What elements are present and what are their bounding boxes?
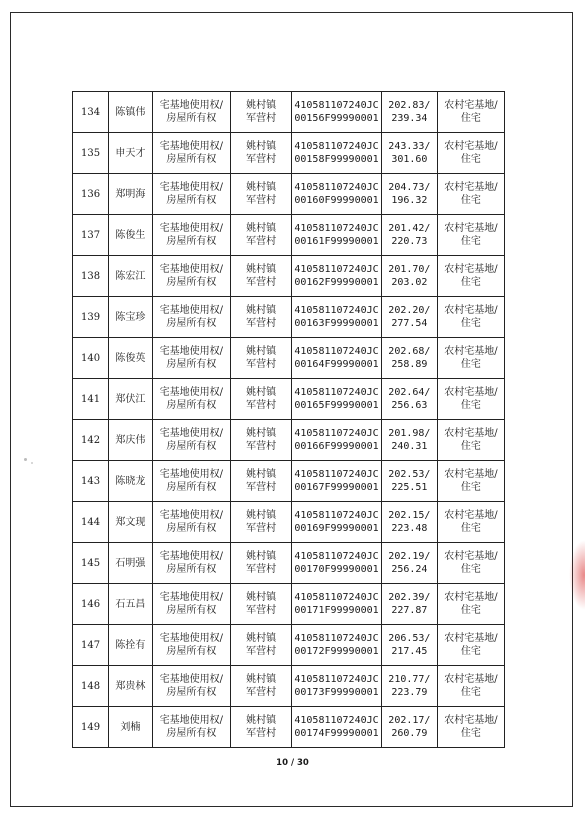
land-use-cell: [437, 707, 504, 748]
land-use-line: 农村宅基地/: [444, 633, 498, 644]
right-type-line: 房屋所有权: [166, 728, 217, 739]
land-use-line: 住宅: [460, 605, 481, 616]
registration-table: [72, 91, 505, 748]
parcel-code-line: 00164F99990001: [294, 359, 379, 370]
row-index-cell: 140: [73, 338, 109, 379]
right-type-line: 房屋所有权: [166, 523, 217, 534]
row-index-cell: 141: [73, 379, 109, 420]
right-type-line: 宅基地使用权/: [159, 100, 224, 111]
right-type-cell: [152, 461, 231, 502]
area-line: 201.70/: [388, 264, 431, 275]
right-type-line: 宅基地使用权/: [159, 633, 224, 644]
parcel-code-line: 00165F99990001: [294, 400, 379, 411]
row-index-cell: 135: [73, 133, 109, 174]
parcel-code-cell: [292, 625, 382, 666]
area-cell: [381, 338, 437, 379]
parcel-code-line: 410581107240JC: [294, 510, 379, 521]
land-use-line: 住宅: [460, 195, 481, 206]
location-line: 姚村镇: [246, 141, 277, 152]
parcel-code-line: 410581107240JC: [294, 182, 379, 193]
parcel-code-cell: [292, 584, 382, 625]
area-line: 201.98/: [388, 428, 431, 439]
location-line: 姚村镇: [246, 182, 277, 193]
right-type-line: 宅基地使用权/: [159, 141, 224, 152]
area-cell: [381, 420, 437, 461]
owner-name-cell: 郑文现: [109, 502, 152, 543]
parcel-code-cell: [292, 338, 382, 379]
land-use-line: 农村宅基地/: [444, 387, 498, 398]
parcel-code-line: 410581107240JC: [294, 428, 379, 439]
right-type-line: 宅基地使用权/: [159, 674, 224, 685]
area-line: 223.48: [391, 523, 428, 534]
location-line: 姚村镇: [246, 510, 277, 521]
location-cell: [231, 625, 292, 666]
right-type-cell: [152, 502, 231, 543]
location-line: 军营村: [246, 523, 277, 534]
area-cell: [381, 174, 437, 215]
land-use-line: 农村宅基地/: [444, 674, 498, 685]
land-use-cell: [437, 666, 504, 707]
right-type-line: 房屋所有权: [166, 236, 217, 247]
parcel-code-cell: [292, 461, 382, 502]
parcel-code-line: 410581107240JC: [294, 223, 379, 234]
table-row: [73, 92, 505, 133]
location-line: 军营村: [246, 318, 277, 329]
table-row: [73, 297, 505, 338]
location-line: 姚村镇: [246, 346, 277, 357]
area-line: 204.73/: [388, 182, 431, 193]
location-line: 军营村: [246, 728, 277, 739]
right-type-line: 房屋所有权: [166, 277, 217, 288]
right-type-line: 宅基地使用权/: [159, 428, 224, 439]
right-type-line: 房屋所有权: [166, 154, 217, 165]
owner-name-cell: 刘楠: [109, 707, 152, 748]
right-type-line: 房屋所有权: [166, 318, 217, 329]
right-type-cell: [152, 256, 231, 297]
area-line: 243.33/: [388, 141, 431, 152]
area-cell: [381, 92, 437, 133]
row-index-cell: 148: [73, 666, 109, 707]
table-row: [73, 256, 505, 297]
parcel-code-line: 00166F99990001: [294, 441, 379, 452]
location-line: 军营村: [246, 154, 277, 165]
land-use-line: 住宅: [460, 400, 481, 411]
parcel-code-line: 00160F99990001: [294, 195, 379, 206]
land-use-line: 住宅: [460, 154, 481, 165]
area-line: 202.83/: [388, 100, 431, 111]
location-line: 姚村镇: [246, 592, 277, 603]
land-use-line: 住宅: [460, 441, 481, 452]
location-line: 军营村: [246, 195, 277, 206]
area-line: 223.79: [391, 687, 428, 698]
parcel-code-line: 410581107240JC: [294, 633, 379, 644]
right-type-line: 宅基地使用权/: [159, 715, 224, 726]
land-use-line: 农村宅基地/: [444, 100, 498, 111]
land-use-line: 住宅: [460, 564, 481, 575]
parcel-code-line: 00161F99990001: [294, 236, 379, 247]
row-index-cell: 144: [73, 502, 109, 543]
area-line: 256.24: [391, 564, 428, 575]
location-cell: [231, 543, 292, 584]
scan-speck: [24, 458, 27, 461]
area-line: 203.02: [391, 277, 428, 288]
area-line: 277.54: [391, 318, 428, 329]
location-line: 军营村: [246, 400, 277, 411]
area-line: 196.32: [391, 195, 428, 206]
location-line: 姚村镇: [246, 551, 277, 562]
location-line: 姚村镇: [246, 100, 277, 111]
area-line: 201.42/: [388, 223, 431, 234]
parcel-code-line: 410581107240JC: [294, 346, 379, 357]
parcel-code-line: 410581107240JC: [294, 387, 379, 398]
row-index-cell: 143: [73, 461, 109, 502]
location-cell: [231, 338, 292, 379]
right-type-cell: [152, 338, 231, 379]
location-line: 军营村: [246, 113, 277, 124]
table-row: [73, 379, 505, 420]
location-line: 姚村镇: [246, 387, 277, 398]
parcel-code-line: 410581107240JC: [294, 469, 379, 480]
row-index-cell: 138: [73, 256, 109, 297]
parcel-code-cell: [292, 502, 382, 543]
location-line: 姚村镇: [246, 428, 277, 439]
right-type-cell: [152, 174, 231, 215]
land-use-cell: [437, 584, 504, 625]
location-line: 姚村镇: [246, 223, 277, 234]
right-type-line: 房屋所有权: [166, 195, 217, 206]
right-type-cell: [152, 133, 231, 174]
parcel-code-cell: [292, 297, 382, 338]
area-cell: [381, 133, 437, 174]
land-use-line: 住宅: [460, 687, 481, 698]
area-line: 260.79: [391, 728, 428, 739]
owner-name-cell: 郑庆伟: [109, 420, 152, 461]
row-index-cell: 147: [73, 625, 109, 666]
area-cell: [381, 625, 437, 666]
row-index-cell: 136: [73, 174, 109, 215]
location-line: 军营村: [246, 441, 277, 452]
land-use-line: 住宅: [460, 728, 481, 739]
land-use-cell: [437, 420, 504, 461]
area-cell: [381, 502, 437, 543]
parcel-code-line: 00158F99990001: [294, 154, 379, 165]
area-line: 239.34: [391, 113, 428, 124]
parcel-code-line: 00167F99990001: [294, 482, 379, 493]
location-cell: [231, 461, 292, 502]
parcel-code-line: 410581107240JC: [294, 674, 379, 685]
parcel-code-line: 410581107240JC: [294, 141, 379, 152]
owner-name-cell: 陈俊英: [109, 338, 152, 379]
area-line: 202.19/: [388, 551, 431, 562]
area-line: 202.15/: [388, 510, 431, 521]
parcel-code-line: 00172F99990001: [294, 646, 379, 657]
parcel-code-cell: [292, 666, 382, 707]
parcel-code-line: 410581107240JC: [294, 100, 379, 111]
table-row: [73, 707, 505, 748]
row-index-cell: 134: [73, 92, 109, 133]
parcel-code-cell: [292, 92, 382, 133]
parcel-code-cell: [292, 420, 382, 461]
location-line: 军营村: [246, 482, 277, 493]
area-line: 217.45: [391, 646, 428, 657]
right-type-cell: [152, 625, 231, 666]
area-line: 202.20/: [388, 305, 431, 316]
location-line: 姚村镇: [246, 469, 277, 480]
parcel-code-line: 00173F99990001: [294, 687, 379, 698]
row-index-cell: 137: [73, 215, 109, 256]
location-cell: [231, 666, 292, 707]
owner-name-cell: 陈晓龙: [109, 461, 152, 502]
location-cell: [231, 379, 292, 420]
right-type-line: 宅基地使用权/: [159, 551, 224, 562]
row-index-cell: 142: [73, 420, 109, 461]
parcel-code-cell: [292, 215, 382, 256]
right-type-line: 房屋所有权: [166, 400, 217, 411]
row-index-cell: 139: [73, 297, 109, 338]
scan-speck: [31, 462, 33, 464]
location-line: 军营村: [246, 605, 277, 616]
table-row: [73, 420, 505, 461]
land-use-line: 农村宅基地/: [444, 715, 498, 726]
owner-name-cell: 郑贵林: [109, 666, 152, 707]
parcel-code-line: 00170F99990001: [294, 564, 379, 575]
right-type-line: 房屋所有权: [166, 113, 217, 124]
land-use-line: 住宅: [460, 359, 481, 370]
location-cell: [231, 297, 292, 338]
land-use-cell: [437, 256, 504, 297]
location-cell: [231, 92, 292, 133]
table-row: [73, 461, 505, 502]
right-type-line: 房屋所有权: [166, 605, 217, 616]
right-type-cell: [152, 92, 231, 133]
location-line: 姚村镇: [246, 715, 277, 726]
owner-name-cell: 石五昌: [109, 584, 152, 625]
right-type-cell: [152, 707, 231, 748]
land-use-line: 农村宅基地/: [444, 551, 498, 562]
location-line: 军营村: [246, 687, 277, 698]
land-use-line: 农村宅基地/: [444, 592, 498, 603]
land-use-line: 住宅: [460, 482, 481, 493]
area-cell: [381, 379, 437, 420]
area-line: 202.17/: [388, 715, 431, 726]
right-type-cell: [152, 420, 231, 461]
location-cell: [231, 584, 292, 625]
area-line: 240.31: [391, 441, 428, 452]
parcel-code-line: 00163F99990001: [294, 318, 379, 329]
area-line: 258.89: [391, 359, 428, 370]
parcel-code-line: 410581107240JC: [294, 264, 379, 275]
location-cell: [231, 174, 292, 215]
land-use-line: 住宅: [460, 646, 481, 657]
area-cell: [381, 297, 437, 338]
owner-name-cell: 陈宝珍: [109, 297, 152, 338]
area-line: 206.53/: [388, 633, 431, 644]
location-line: 军营村: [246, 236, 277, 247]
area-line: 220.73: [391, 236, 428, 247]
area-line: 227.87: [391, 605, 428, 616]
location-line: 军营村: [246, 277, 277, 288]
table-row: [73, 625, 505, 666]
location-cell: [231, 215, 292, 256]
row-index-cell: 149: [73, 707, 109, 748]
area-cell: [381, 215, 437, 256]
right-type-line: 房屋所有权: [166, 646, 217, 657]
land-use-line: 农村宅基地/: [444, 264, 498, 275]
area-cell: [381, 707, 437, 748]
parcel-code-cell: [292, 174, 382, 215]
land-use-line: 农村宅基地/: [444, 346, 498, 357]
right-type-line: 宅基地使用权/: [159, 346, 224, 357]
right-type-cell: [152, 543, 231, 584]
land-use-line: 农村宅基地/: [444, 305, 498, 316]
table-row: [73, 215, 505, 256]
location-line: 姚村镇: [246, 633, 277, 644]
registration-table-body: [73, 92, 505, 748]
land-use-line: 农村宅基地/: [444, 510, 498, 521]
location-line: 军营村: [246, 359, 277, 370]
right-type-line: 宅基地使用权/: [159, 592, 224, 603]
location-line: 姚村镇: [246, 305, 277, 316]
table-row: [73, 174, 505, 215]
row-index-cell: 145: [73, 543, 109, 584]
right-type-cell: [152, 215, 231, 256]
parcel-code-cell: [292, 707, 382, 748]
right-type-cell: [152, 584, 231, 625]
land-use-line: 农村宅基地/: [444, 182, 498, 193]
location-line: 军营村: [246, 564, 277, 575]
parcel-code-line: 00169F99990001: [294, 523, 379, 534]
parcel-code-line: 00156F99990001: [294, 113, 379, 124]
right-type-line: 房屋所有权: [166, 687, 217, 698]
area-line: 210.77/: [388, 674, 431, 685]
owner-name-cell: 陈拴有: [109, 625, 152, 666]
land-use-line: 农村宅基地/: [444, 469, 498, 480]
land-use-line: 住宅: [460, 523, 481, 534]
right-type-line: 宅基地使用权/: [159, 305, 224, 316]
page-number: 10 / 30: [276, 758, 309, 768]
parcel-code-line: 410581107240JC: [294, 715, 379, 726]
owner-name-cell: 石明强: [109, 543, 152, 584]
area-line: 301.60: [391, 154, 428, 165]
right-type-line: 房屋所有权: [166, 482, 217, 493]
parcel-code-line: 410581107240JC: [294, 592, 379, 603]
right-type-cell: [152, 297, 231, 338]
land-use-cell: [437, 338, 504, 379]
land-use-line: 农村宅基地/: [444, 141, 498, 152]
land-use-cell: [437, 379, 504, 420]
parcel-code-cell: [292, 256, 382, 297]
land-use-cell: [437, 174, 504, 215]
parcel-code-line: 00174F99990001: [294, 728, 379, 739]
parcel-code-cell: [292, 543, 382, 584]
land-use-line: 住宅: [460, 236, 481, 247]
land-use-line: 农村宅基地/: [444, 428, 498, 439]
land-use-cell: [437, 461, 504, 502]
area-cell: [381, 543, 437, 584]
land-use-cell: [437, 215, 504, 256]
right-type-line: 房屋所有权: [166, 441, 217, 452]
location-line: 姚村镇: [246, 674, 277, 685]
land-use-cell: [437, 297, 504, 338]
right-type-cell: [152, 379, 231, 420]
right-type-line: 宅基地使用权/: [159, 469, 224, 480]
area-cell: [381, 256, 437, 297]
table-row: [73, 338, 505, 379]
parcel-code-cell: [292, 133, 382, 174]
owner-name-cell: 申天才: [109, 133, 152, 174]
table-row: [73, 133, 505, 174]
area-line: 256.63: [391, 400, 428, 411]
owner-name-cell: 陈俊生: [109, 215, 152, 256]
owner-name-cell: 陈宏江: [109, 256, 152, 297]
location-line: 姚村镇: [246, 264, 277, 275]
land-use-cell: [437, 133, 504, 174]
right-type-line: 宅基地使用权/: [159, 510, 224, 521]
land-use-cell: [437, 502, 504, 543]
parcel-code-cell: [292, 379, 382, 420]
right-type-line: 宅基地使用权/: [159, 223, 224, 234]
location-cell: [231, 420, 292, 461]
area-line: 225.51: [391, 482, 428, 493]
land-use-line: 住宅: [460, 113, 481, 124]
area-cell: [381, 461, 437, 502]
location-line: 军营村: [246, 646, 277, 657]
land-use-cell: [437, 625, 504, 666]
land-use-cell: [437, 92, 504, 133]
land-use-line: 农村宅基地/: [444, 223, 498, 234]
table-row: [73, 584, 505, 625]
area-line: 202.64/: [388, 387, 431, 398]
table-row: [73, 543, 505, 584]
right-type-line: 宅基地使用权/: [159, 387, 224, 398]
parcel-code-line: 410581107240JC: [294, 305, 379, 316]
row-index-cell: 146: [73, 584, 109, 625]
location-cell: [231, 133, 292, 174]
location-cell: [231, 502, 292, 543]
area-cell: [381, 666, 437, 707]
area-cell: [381, 584, 437, 625]
area-line: 202.39/: [388, 592, 431, 603]
parcel-code-line: 00162F99990001: [294, 277, 379, 288]
right-type-line: 宅基地使用权/: [159, 182, 224, 193]
owner-name-cell: 郑伏江: [109, 379, 152, 420]
parcel-code-line: 00171F99990001: [294, 605, 379, 616]
table-row: [73, 502, 505, 543]
right-type-cell: [152, 666, 231, 707]
area-line: 202.53/: [388, 469, 431, 480]
location-cell: [231, 707, 292, 748]
table-row: [73, 666, 505, 707]
owner-name-cell: 郑明海: [109, 174, 152, 215]
location-cell: [231, 256, 292, 297]
right-type-line: 房屋所有权: [166, 564, 217, 575]
land-use-line: 住宅: [460, 277, 481, 288]
parcel-code-line: 410581107240JC: [294, 551, 379, 562]
right-type-line: 房屋所有权: [166, 359, 217, 370]
area-line: 202.68/: [388, 346, 431, 357]
right-type-line: 宅基地使用权/: [159, 264, 224, 275]
land-use-cell: [437, 543, 504, 584]
owner-name-cell: 陈镇伟: [109, 92, 152, 133]
land-use-line: 住宅: [460, 318, 481, 329]
